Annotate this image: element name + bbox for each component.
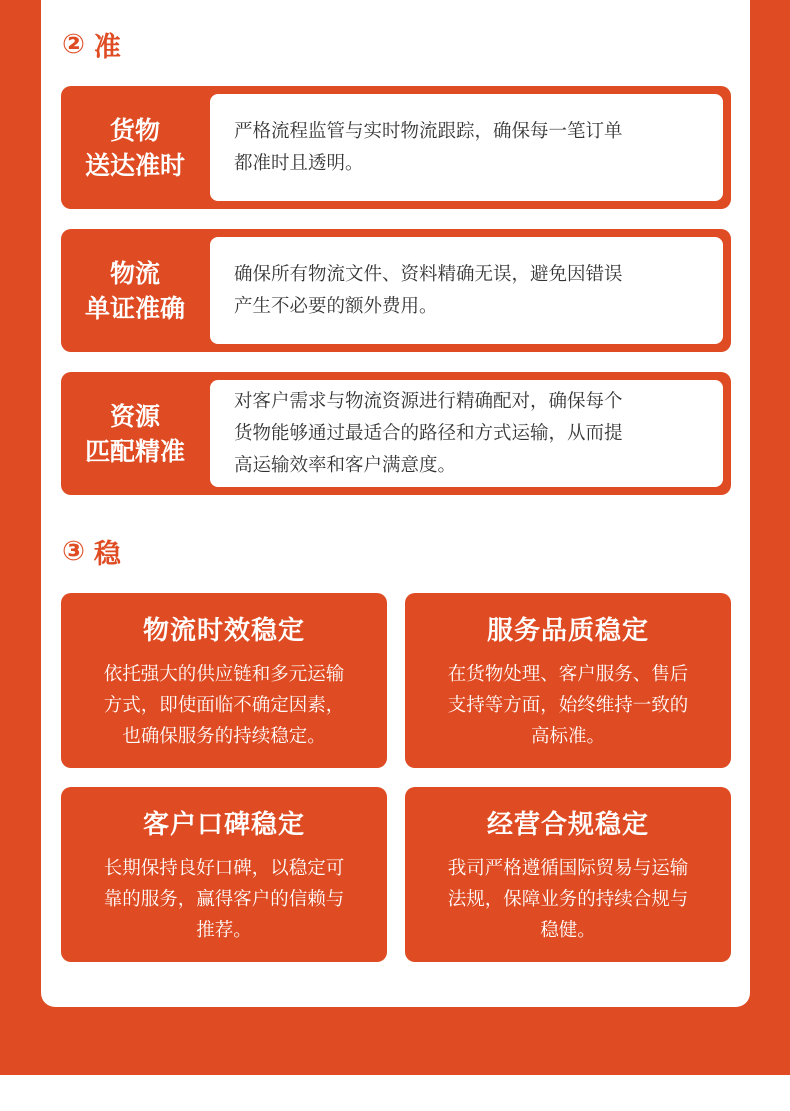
card-description-box: [210, 380, 723, 487]
card-description-line: 严格流程监管与实时物流跟踪，确保每一笔订单: [234, 120, 623, 142]
section-heading-stable: [62, 531, 122, 571]
stable-card-service-quality: [405, 593, 731, 768]
card-title-line: 送达准时: [84, 150, 185, 180]
card-description-line: 稳健。: [540, 920, 596, 941]
card-title-line: 物流: [109, 258, 160, 288]
card-description-line: 长期保持良好口碑，以稳定可: [103, 858, 345, 879]
card-description: [75, 659, 373, 752]
card-title-line: 资源: [109, 401, 160, 431]
card-title-line: 单证准确: [84, 293, 185, 323]
card-description: [419, 659, 717, 752]
card-description-line: 方式，即使面临不确定因素，: [103, 695, 345, 716]
card-description: [75, 853, 373, 946]
stable-card-timeliness: [61, 593, 387, 768]
section-number: ③: [62, 535, 86, 567]
card-description-line: 在货物处理、客户服务、售后: [447, 664, 689, 685]
section-heading-accurate: [62, 24, 122, 64]
card-description: [234, 259, 623, 323]
card-title: [61, 229, 209, 352]
card-title-line: 货物: [109, 115, 160, 145]
stable-card-reputation: [61, 787, 387, 962]
accurate-card-resources: [61, 372, 731, 495]
card-description-line: 货物能够通过最适合的路径和方式运输，从而提: [234, 422, 623, 444]
card-description-line: 法规，保障业务的持续合规与: [447, 889, 689, 910]
card-description-line: 靠的服务，赢得客户的信赖与: [103, 889, 345, 910]
card-description-line: 依托强大的供应链和多元运输: [103, 664, 345, 685]
card-description-line: 高运输效率和客户满意度。: [234, 454, 457, 476]
card-title: 经营合规稳定: [486, 810, 649, 840]
card-description-line: 确保所有物流文件、资料精确无误，避免因错误: [234, 263, 623, 285]
card-description-box: [210, 237, 723, 344]
card-description-line: 对客户需求与物流资源进行精确配对，确保每个: [234, 390, 623, 412]
card-description-box: [210, 94, 723, 201]
section-title: 准: [93, 31, 122, 63]
card-description-line: 高标准。: [530, 726, 605, 747]
card-description-line: 都准时且透明。: [234, 152, 364, 174]
section-title: 稳: [93, 538, 122, 570]
card-title: 物流时效稳定: [142, 616, 305, 646]
card-description: [234, 386, 623, 482]
card-title: [61, 372, 209, 495]
card-description-line: 产生不必要的额外费用。: [234, 295, 438, 317]
card-title-line: 匹配精准: [84, 436, 185, 466]
card-description: [234, 116, 623, 180]
card-title: 服务品质稳定: [486, 616, 649, 646]
card-description-line: 支持等方面，始终维持一致的: [447, 695, 689, 716]
card-description: [419, 853, 717, 946]
accurate-card-delivery: [61, 86, 731, 209]
card-title: 客户口碑稳定: [142, 810, 305, 840]
accurate-card-documents: [61, 229, 731, 352]
card-title: [61, 86, 209, 209]
card-description-line: 也确保服务的持续稳定。: [122, 726, 326, 747]
card-description-line: 推荐。: [196, 920, 252, 941]
card-description-line: 我司严格遵循国际贸易与运输: [447, 858, 689, 879]
section-number: ②: [62, 28, 86, 60]
stable-card-compliance: [405, 787, 731, 962]
